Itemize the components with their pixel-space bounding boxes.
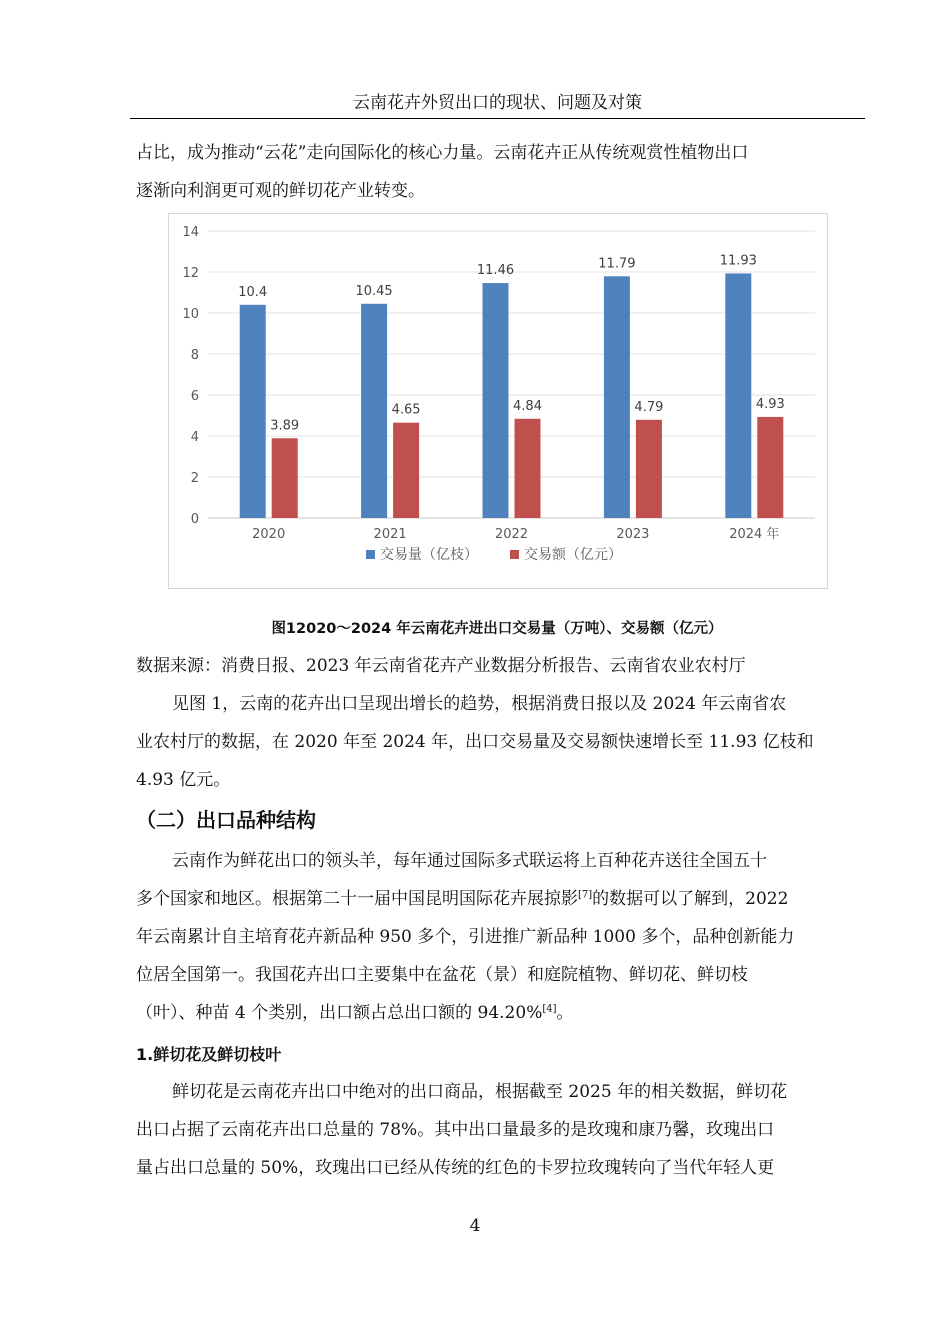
bar-chart-svg (169, 214, 827, 588)
data-source-note: 数据来源：消费日报、2023 年云南省花卉产业数据分析报告、云南省农业农村厅 (136, 656, 746, 676)
data-label: 11.46 (476, 263, 515, 279)
data-label: 10.4 (238, 284, 268, 300)
running-header: 云南花卉外贸出口的现状、问题及对策 (130, 90, 865, 119)
y-tick-label: 8 (190, 348, 199, 363)
legend-label: 交易额（亿元） (524, 547, 622, 563)
legend-swatch (366, 550, 375, 559)
data-label: 11.93 (719, 253, 757, 269)
x-tick-label: 2023 (616, 527, 650, 542)
text-line: 云南作为鲜花出口的领头羊，每年通过国际多式联运将上百种花卉送往全国五十 (172, 851, 767, 871)
text-line: 年云南累计自主培育花卉新品种 950 多个，引进推广新品种 1000 多个，品种创新能力 (136, 927, 795, 947)
y-tick-label: 2 (190, 471, 199, 486)
data-label: 3.89 (270, 418, 300, 434)
bar (240, 305, 266, 518)
text-line: 位居全国第一。我国花卉出口主要集中在盆花（景）和庭院植物、鲜切花、鲜切枝 (136, 965, 748, 985)
data-label: 4.84 (513, 398, 542, 414)
page-number: 4 (469, 1216, 481, 1236)
legend-label: 交易量（亿枝） (380, 547, 478, 563)
y-tick-label: 14 (182, 225, 199, 240)
text-line (136, 880, 858, 918)
text-line: 量占出口总量的 50%，玫瑰出口已经从传统的红色的卡罗拉玫瑰转向了当代年轻人更 (136, 1158, 775, 1178)
text-line: 4.93 亿元。 (136, 770, 231, 790)
y-tick-label: 0 (190, 512, 199, 527)
paragraph-cut-flowers (136, 1073, 858, 1187)
text-line: 见图 1，云南的花卉出口呈现出增长的趋势，根据消费日报以及 2024 年云南省农 (172, 694, 787, 714)
bar (636, 420, 662, 518)
bar (393, 423, 419, 518)
data-label: 4.65 (391, 402, 421, 418)
citation-4[interactable]: [4] (542, 1003, 557, 1015)
bar (725, 273, 751, 518)
text-line (136, 994, 858, 1032)
bar (515, 419, 541, 518)
bar (361, 304, 387, 518)
data-label: 4.93 (755, 396, 785, 412)
y-tick-label: 12 (182, 266, 199, 281)
bar-chart (168, 213, 828, 589)
text-line: 鲜切花是云南花卉出口中绝对的出口商品，根据截至 2025 年的相关数据，鲜切花 (172, 1082, 788, 1102)
text-line: 占比，成为推动“云花”走向国际化的核心力量。云南花卉正从传统观赏性植物出口 (136, 143, 749, 163)
x-tick-label: 2020 (252, 527, 286, 542)
text-run: （叶）、种苗 4 个类别，出口额占总出口额的 94.20% (136, 1003, 543, 1023)
y-tick-label: 4 (190, 430, 199, 445)
x-tick-label: 2021 (373, 527, 407, 542)
legend-swatch (510, 550, 519, 559)
text-line: 出口占据了云南花卉出口总量的 78%。其中出口量最多的是玫瑰和康乃馨，玫瑰出口 (136, 1120, 775, 1140)
citation-7[interactable]: [7] (578, 889, 593, 901)
intro-paragraph (136, 134, 858, 210)
bar (483, 283, 509, 518)
text-line: 逐渐向利润更可观的鲜切花产业转变。 (136, 181, 425, 201)
x-tick-label: 2022 (494, 527, 529, 542)
data-label: 11.79 (598, 256, 636, 272)
paragraph-chart-discussion (136, 685, 858, 799)
text-run: 的数据可以了解到，2022 (592, 889, 789, 909)
text-run: 多个国家和地区。根据第二十一届中国昆明国际花卉展掠影 (136, 889, 578, 909)
bar (604, 276, 630, 518)
y-tick-label: 10 (182, 307, 199, 322)
text-line: 业农村厅的数据，在 2020 年至 2024 年，出口交易量及交易额快速增长至 11.93 亿枝和 (136, 732, 814, 752)
data-label: 4.79 (634, 399, 664, 415)
text-run: 。 (556, 1003, 574, 1023)
bar (757, 417, 783, 518)
y-tick-label: 6 (190, 389, 199, 404)
paragraph-variety-structure (136, 842, 858, 1032)
section-heading: （二）出口品种结构 (136, 808, 316, 832)
data-label: 10.45 (355, 283, 393, 299)
x-tick-label: 2024 年 (729, 527, 780, 542)
bar (272, 438, 298, 518)
figure-caption: 图12020～2024 年云南花卉进出口交易量（万吨）、交易额（亿元） (271, 621, 723, 637)
subsection-heading: 1.鲜切花及鲜切枝叶 (136, 1045, 282, 1064)
